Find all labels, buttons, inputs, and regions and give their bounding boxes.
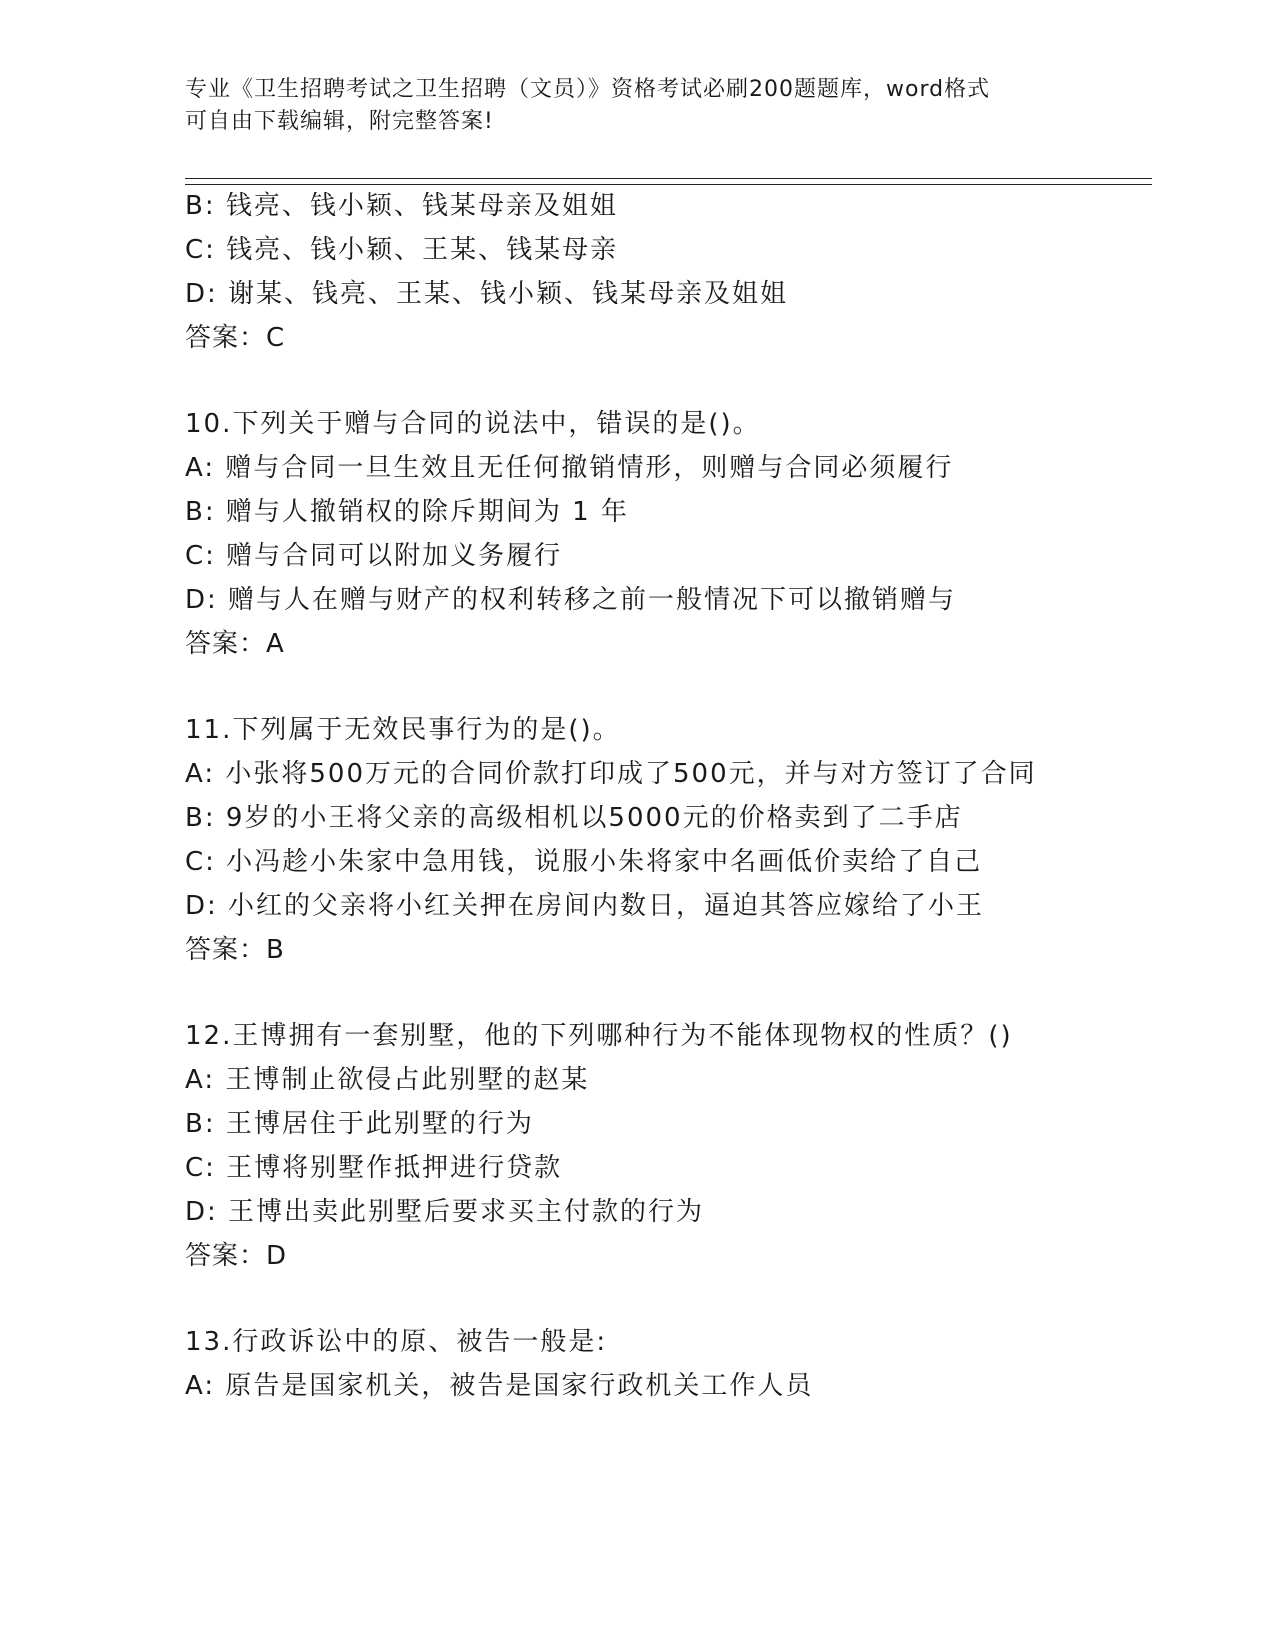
q11-question: 11.下列属于无效民事行为的是()。 [185, 715, 621, 745]
q13-option-a: A: 原告是国家机关，被告是国家行政机关工作人员 [185, 1371, 814, 1401]
q11-option-c: C: 小冯趁小朱家中急用钱，说服小朱将家中名画低价卖给了自己 [185, 847, 983, 877]
header-line-2: 可自由下载编辑，附完整答案! [185, 109, 494, 134]
q9-option-d: D: 谢某、钱亮、王某、钱小颖、钱某母亲及姐姐 [185, 279, 789, 309]
q12-option-d: D: 王博出卖此别墅后要求买主付款的行为 [185, 1197, 705, 1227]
q13-question: 13.行政诉讼中的原、被告一般是: [185, 1327, 608, 1357]
q10-option-a: A: 赠与合同一旦生效且无任何撤销情形，则赠与合同必须履行 [185, 453, 954, 483]
q10-option-c: C: 赠与合同可以附加义务履行 [185, 541, 563, 571]
q12-option-c: C: 王博将别墅作抵押进行贷款 [185, 1153, 563, 1183]
q12-option-a: A: 王博制止欲侵占此别墅的赵某 [185, 1065, 590, 1095]
q12-answer: 答案：D [185, 1241, 288, 1271]
q10-answer: 答案：A [185, 629, 285, 659]
q12-option-b: B: 王博居住于此别墅的行为 [185, 1109, 534, 1139]
q12-question: 12.王博拥有一套别墅，他的下列哪种行为不能体现物权的性质？() [185, 1021, 1013, 1051]
q9-option-c: C: 钱亮、钱小颖、王某、钱某母亲 [185, 235, 619, 265]
q10-option-d: D: 赠与人在赠与财产的权利转移之前一般情况下可以撤销赠与 [185, 585, 957, 615]
header-line-1: 专业《卫生招聘考试之卫生招聘（文员）》资格考试必刷200题题库，word格式 [185, 77, 991, 102]
header-divider [185, 178, 1152, 185]
q10-option-b: B: 赠与人撤销权的除斥期间为 1 年 [185, 497, 629, 527]
q11-option-d: D: 小红的父亲将小红关押在房间内数日，逼迫其答应嫁给了小王 [185, 891, 985, 921]
q9-option-b: B: 钱亮、钱小颖、钱某母亲及姐姐 [185, 191, 618, 221]
q9-answer: 答案：C [185, 323, 286, 353]
q11-option-a: A: 小张将500万元的合同价款打印成了500元，并与对方签订了合同 [185, 759, 1037, 789]
q11-option-b: B: 9岁的小王将父亲的高级相机以5000元的价格卖到了二手店 [185, 803, 963, 833]
page-header [185, 74, 1085, 138]
q10-question: 10.下列关于赠与合同的说法中，错误的是()。 [185, 409, 761, 439]
q11-answer: 答案：B [185, 935, 285, 965]
